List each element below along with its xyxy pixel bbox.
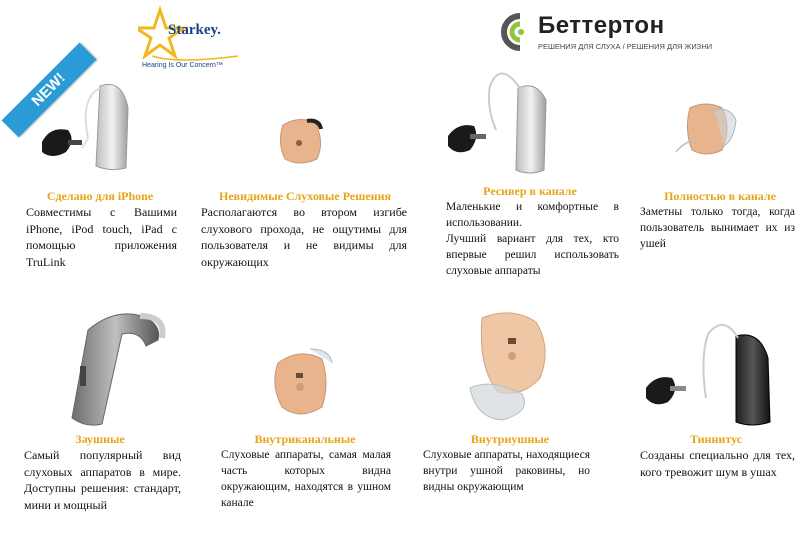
tinnitus-device-image (640, 318, 780, 430)
ric-iphone-device-image (30, 78, 150, 178)
item-desc-cic: Заметны только тогда, когда пользователь вынимает их из ушей (640, 206, 795, 250)
starkey-tagline: Hearing Is Our Concern™ (142, 62, 223, 69)
item-title-ite: Внутриушные (470, 432, 550, 446)
ite-device-image (462, 308, 562, 433)
bettertone-logo (492, 12, 722, 57)
item-desc-itc: Слуховые аппараты, самая малая часть которых видна окружающим, находятся в ушном канале (221, 449, 391, 509)
iic-device-image (275, 115, 335, 170)
bettertone-name: Беттертон (538, 12, 665, 39)
bettertone-tagline: РЕШЕНИЯ ДЛЯ СЛУХА / РЕШЕНИЯ ДЛЯ ЖИЗНИ (538, 42, 713, 51)
cic-device-image (670, 100, 750, 170)
itc-device-image (270, 345, 350, 425)
item-title-ric: Ресивер в канале (483, 184, 577, 198)
item-title-itc: Внутриканальные (254, 432, 356, 446)
item-title-invisible: Невидимые Слуховые Решения (218, 189, 391, 203)
starkey-name: Starkey. (168, 22, 221, 38)
item-title-bte: Заушные (75, 432, 125, 446)
item-title-cic: Полностью в канале (664, 189, 776, 203)
ric-device-image (440, 66, 570, 181)
bettertone-mark-icon (492, 12, 536, 52)
item-desc-ric-2: Лучший вариант для тех, кто впервые решил использовать слуховые аппараты (446, 233, 619, 277)
item-desc-invisible: Располагаются во втором изгибе слухового прохода, не ощутимы для пользователя и не видимы для окружающих (201, 205, 407, 269)
item-desc-bte: Самый популярный вид слуховых аппаратов в мире. Доступны решения: стандарт, мини и мощный (24, 448, 181, 512)
item-desc-ite: Слуховые аппараты, находящиеся внутри ушной раковины, но видны окружающим (423, 449, 590, 493)
item-desc-ric-1: Маленькие и комфортные в использовании. (446, 201, 619, 229)
item-desc-iphone: Совместимы с Вашими iPhone, iPod touch, iPad с помощью приложения TruLink (26, 205, 177, 269)
new-badge: NEW! (2, 43, 97, 138)
bte-device-image (62, 306, 172, 431)
item-title-iphone: Сделано для iPhone (46, 189, 154, 203)
item-desc-tinnitus: Созданы специально для тех, кого тревожит шум в ушах (640, 448, 795, 479)
starkey-logo (138, 4, 248, 74)
item-title-tinnitus: Тиннитус (689, 432, 743, 446)
